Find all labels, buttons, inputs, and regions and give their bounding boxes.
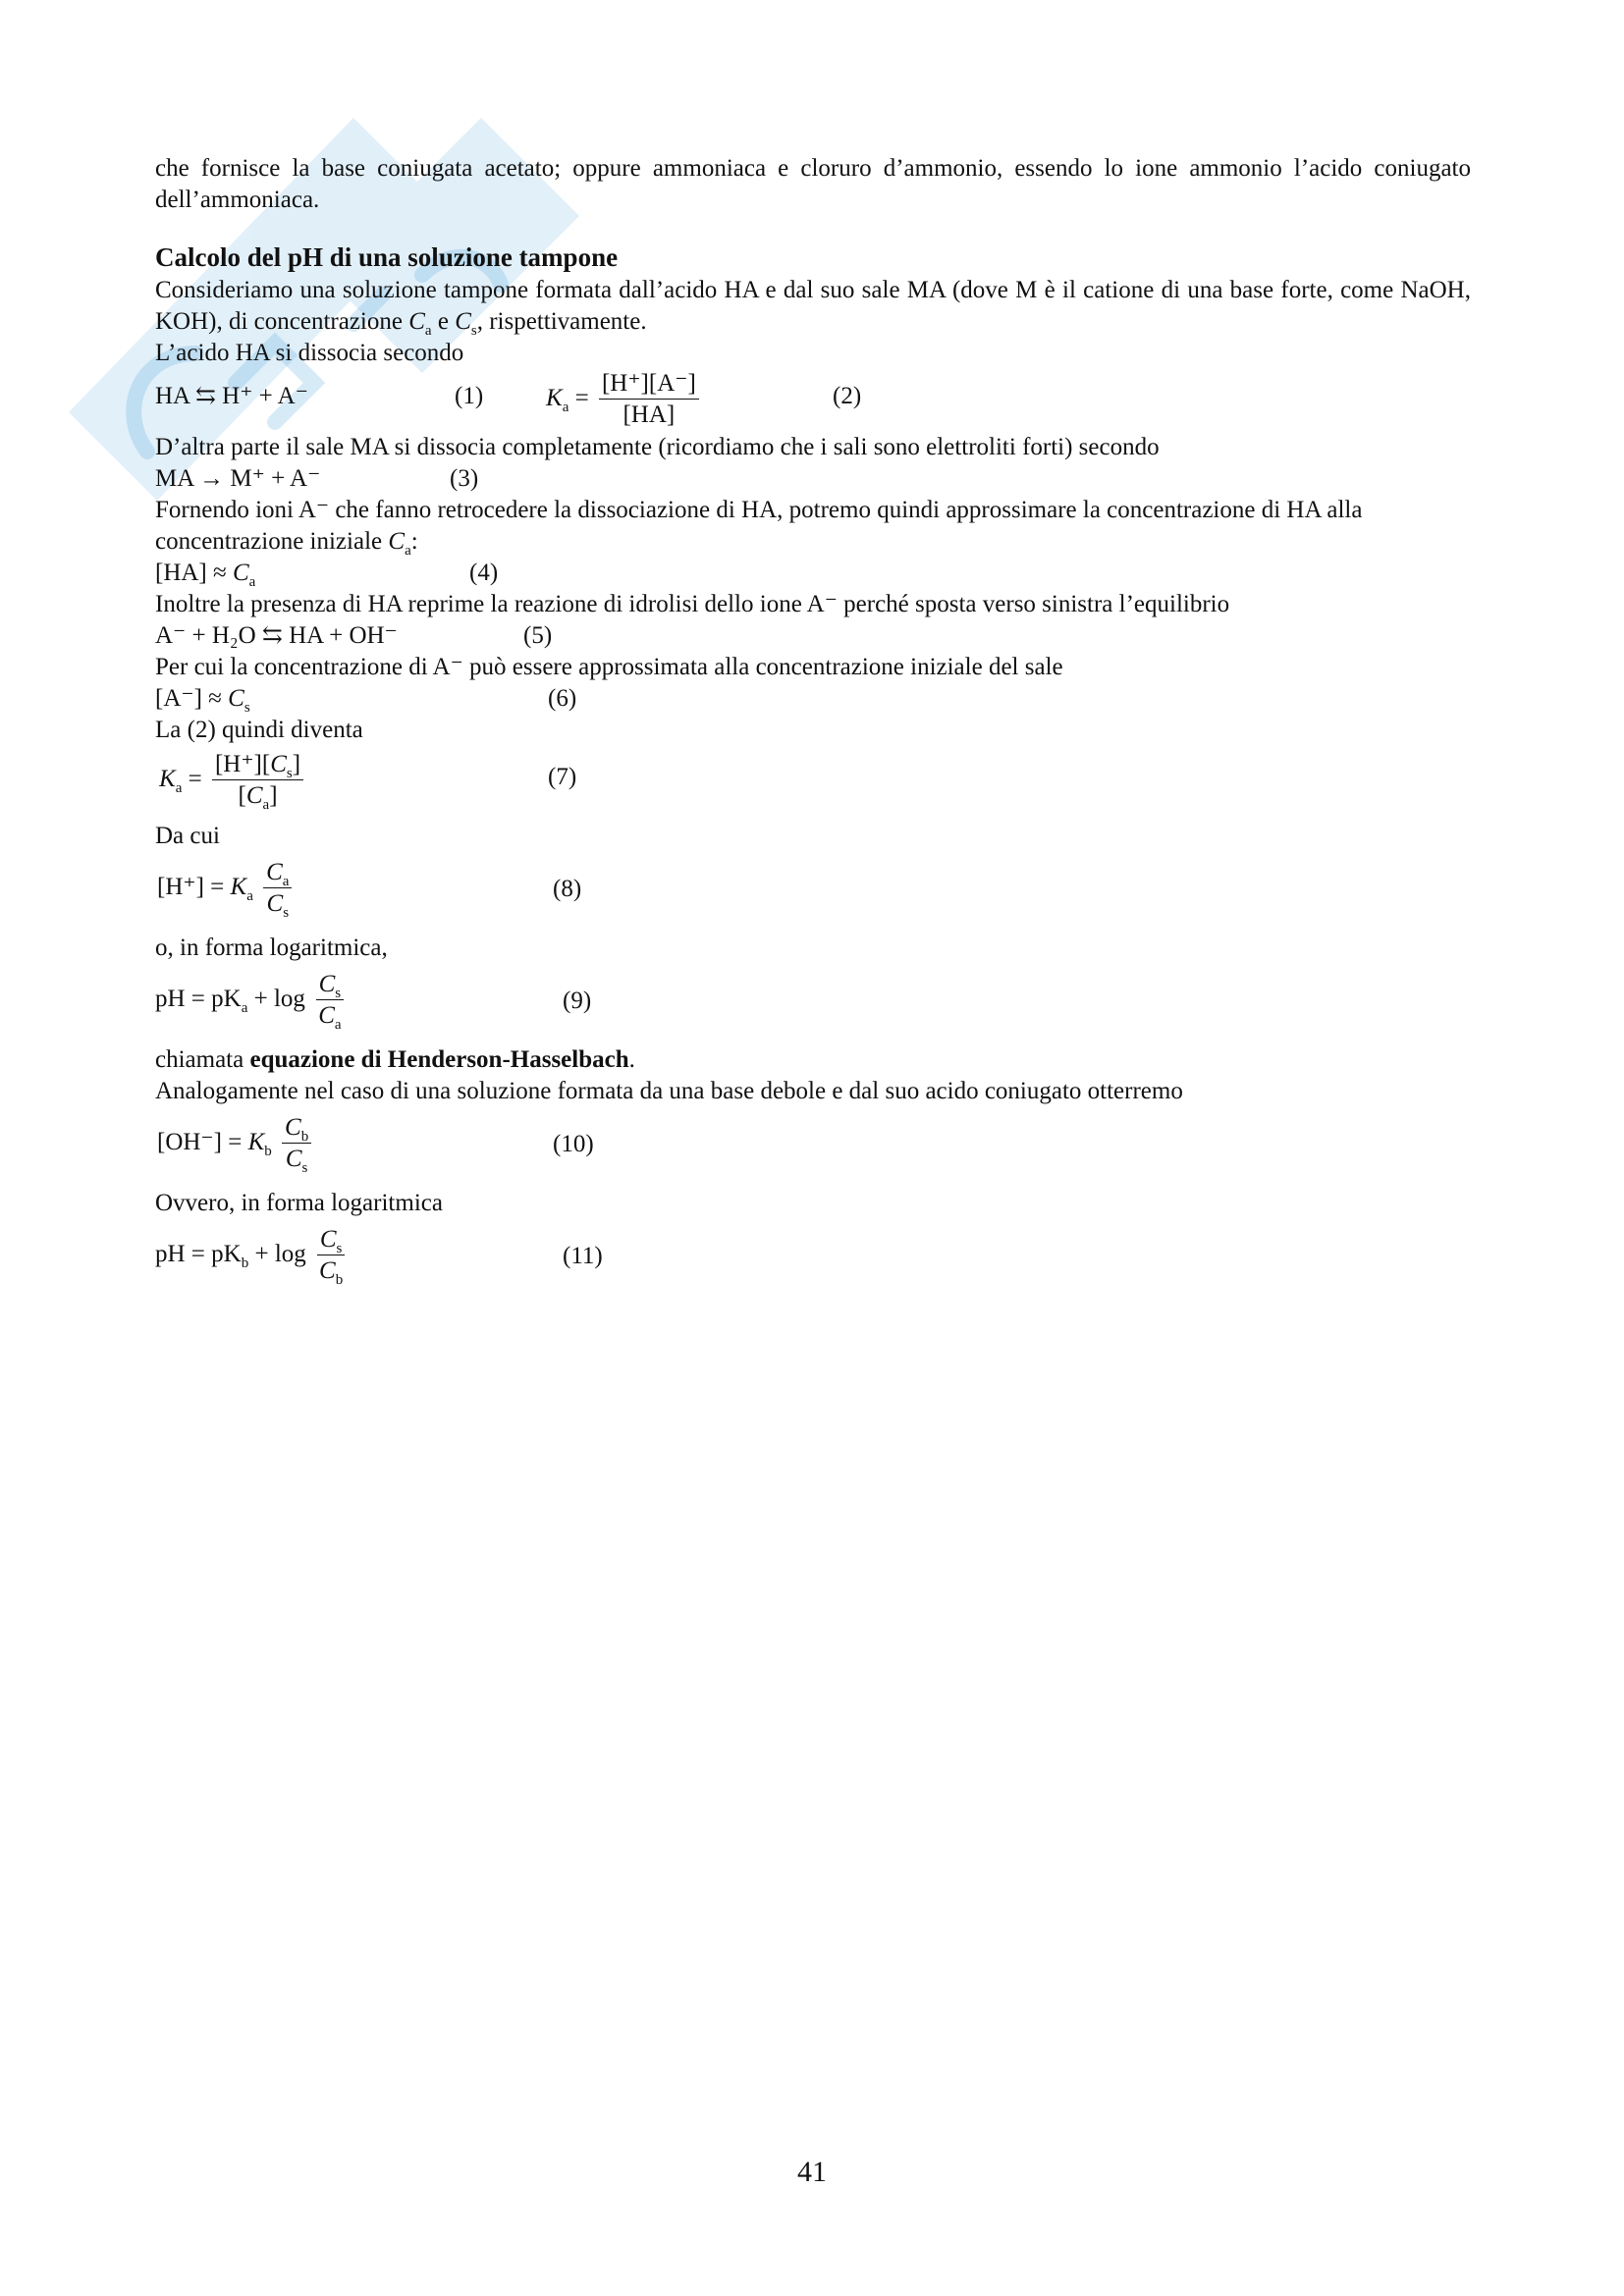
equation-2: $K_a$ = $\frac{[H^+][A^-]}{[HA]}$ — [546, 369, 703, 431]
page-content — [155, 153, 1471, 1300]
equation-number-7: (7) — [548, 764, 577, 790]
equation-number-3: (3) — [450, 465, 479, 492]
equation-number-10: (10) — [553, 1131, 594, 1157]
paragraph-log-form-base: Ovvero, in forma logaritmica — [155, 1190, 443, 1216]
paragraph-log-form: o, in forma logaritmica, — [155, 934, 388, 961]
paragraph-becomes: La (2) quindi diventa — [155, 717, 363, 743]
paragraph-henderson: chiamata equazione di Henderson-Hasselbach. — [155, 1046, 635, 1073]
equation-8: $[H^+] = K_a$ $\frac{C_a}{C_s}$ (8) — [157, 859, 582, 921]
equation-1-2 — [155, 369, 1471, 432]
equation-4: $[HA] \approx C_a$ (4) — [155, 560, 499, 590]
intro-paragraph: che fornisce la base coniugata acetato; oppure ammoniaca e cloruro d’ammonio, essendo lo ione ammonio l’acido coniugato dell’ammoniaca. — [155, 155, 1471, 213]
equation-number-8: (8) — [553, 876, 582, 902]
paragraph-salt-concentration: Per cui la concentrazione di A⁻ può essere approssimata alla concentrazione iniziale del sale — [155, 654, 1063, 680]
page-number: 41 — [797, 2156, 827, 2188]
equation-number-4: (4) — [469, 560, 499, 586]
paragraph-weak-base: Analogamente nel caso di una soluzione formata da una base debole e dal suo acido coniugato otterremo — [155, 1078, 1183, 1104]
equation-10: $[OH^-] = K_b$ $\frac{C_b}{C_s}$ (10) — [157, 1114, 594, 1176]
equation-number-11: (11) — [563, 1243, 603, 1269]
equation-number-6: (6) — [548, 685, 577, 712]
paragraph-buffer-definition: Consideriamo una soluzione tampone formata dall’acido HA e dal suo sale MA (dove M è il catione di una base forte, come NaOH, KOH), di concentrazione $C_a$ e $C_s$, rispettivamente. — [155, 277, 1471, 339]
section-heading: Calcolo del pH di una soluzione tampone — [155, 242, 619, 272]
equation-5: A⁻ + H₂O ⇆ HA + OH⁻ (5) — [155, 620, 1471, 652]
equation-number-2: (2) — [833, 383, 862, 409]
equation-number-9: (9) — [563, 988, 592, 1014]
equation-number-1: (1) — [455, 383, 484, 409]
equation-7: $K_a$ = $\frac{[H^+][C_s]}{[C_a]}$ (7) — [159, 751, 577, 813]
equation-9: pH = $pK_a + \log$ $\frac{C_s}{C_a}$ (9) — [155, 971, 592, 1033]
equation-11: pH = $pK_b + \log$ $\frac{C_s}{C_b}$ (11) — [155, 1226, 603, 1288]
equation-1: HA ⇆ H⁺ + A⁻ — [155, 383, 308, 409]
paragraph-salt: D’altra parte il sale MA si dissocia completamente (ricordiamo che i sali sono elettroliti forti) secondo — [155, 434, 1160, 460]
equation-3: MA → M⁺ + A⁻ (3) — [155, 463, 1471, 495]
paragraph-from-which: Da cui — [155, 823, 220, 849]
paragraph-dissociation: L’acido HA si dissocia secondo — [155, 340, 464, 366]
equation-6: $[A^-] \approx C_s$ (6) — [155, 685, 577, 716]
paragraph-approximation: Fornendo ioni A⁻ che fanno retrocedere la dissociazione di HA, potremo quindi approssimare la concentrazione di HA alla concentrazione iniziale $C_a$: — [155, 497, 1363, 559]
paragraph-hydrolysis: Inoltre la presenza di HA reprime la reazione di idrolisi dello ione A⁻ perché sposta verso sinistra l’equilibrio — [155, 591, 1230, 617]
equation-number-5: (5) — [523, 622, 553, 649]
